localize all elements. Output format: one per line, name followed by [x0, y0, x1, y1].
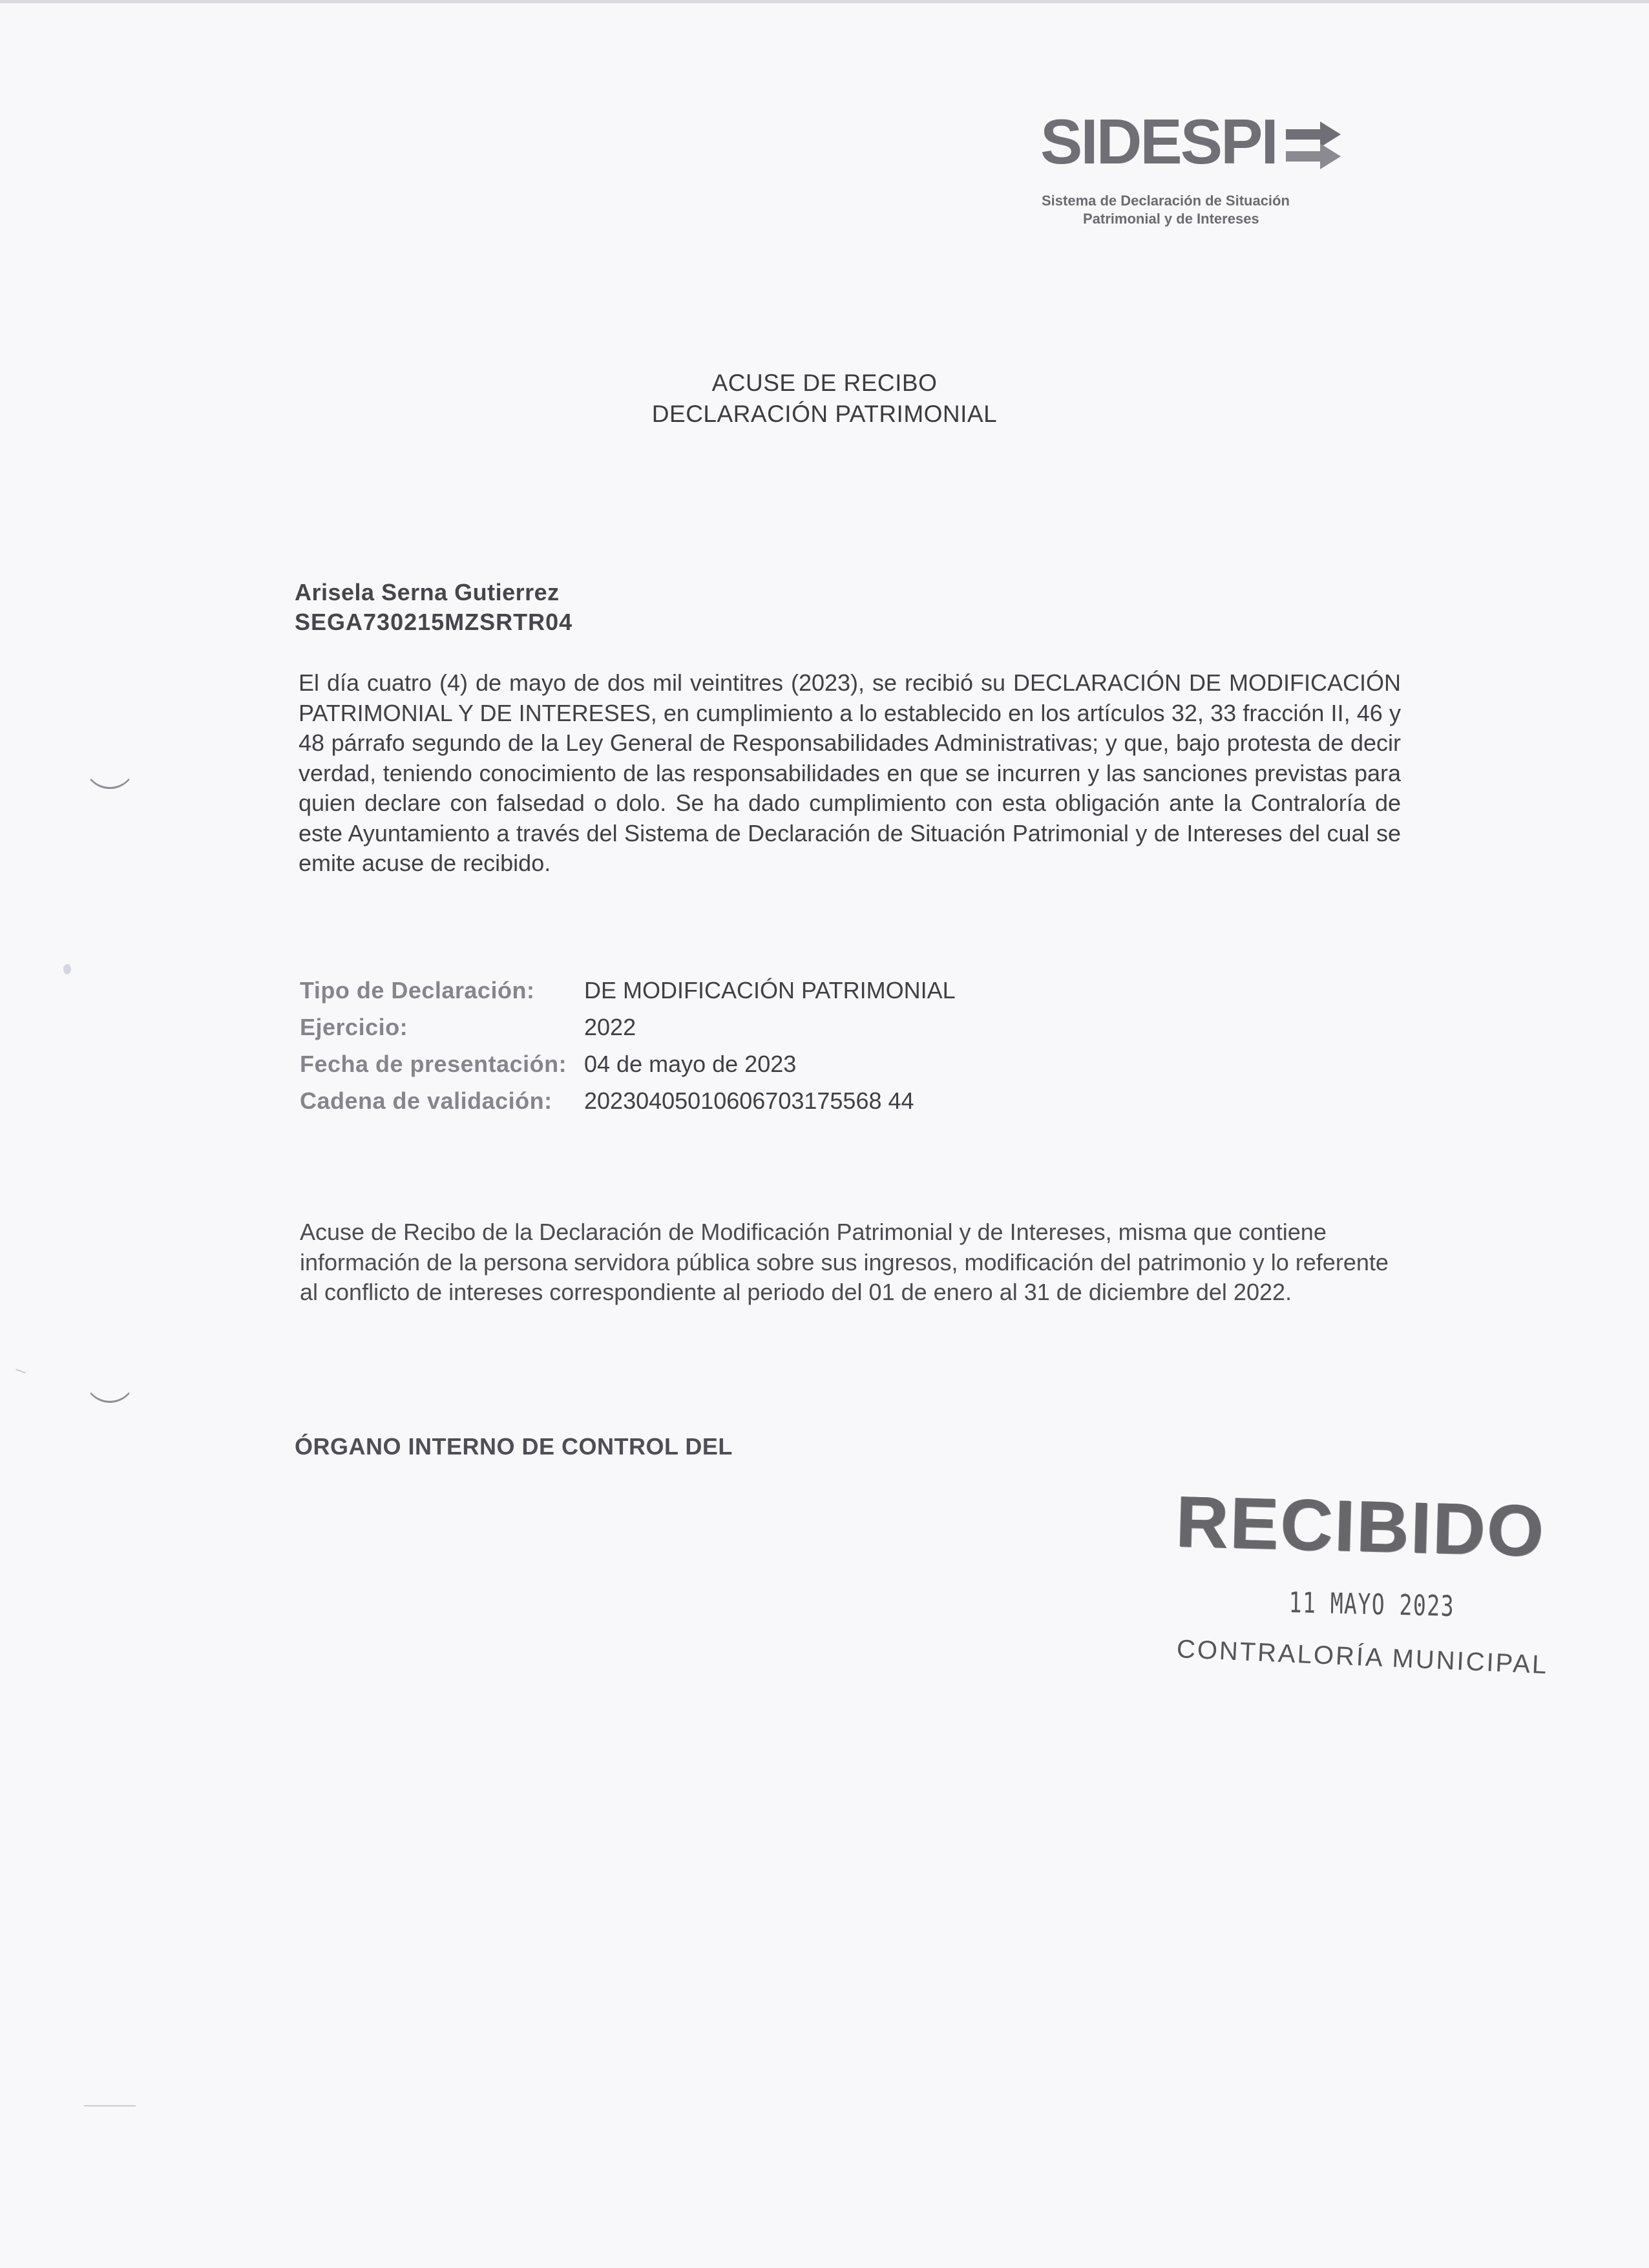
info-label: Tipo de Declaración:: [300, 977, 535, 1003]
info-value: 20230405010606703175568 44: [584, 1087, 914, 1114]
info-label: Fecha de presentación:: [300, 1051, 567, 1077]
declarant-name: Arisela Serna Gutierrez: [295, 579, 560, 605]
document-title-line2: DECLARACIÓN PATRIMONIAL: [651, 401, 998, 427]
logo-wordmark: SIDESPI: [1040, 106, 1277, 177]
logo-subtitle-line1: Sistema de Declaración de Situación: [1042, 193, 1290, 209]
punch-hole-mark: [84, 761, 136, 789]
info-value: DE MODIFICACIÓN PATRIMONIAL: [584, 977, 956, 1003]
margin-mark: [84, 2105, 136, 2106]
closing-paragraph: Acuse de Recibo de la Declaración de Modificación Patrimonial y de Intereses, misma que contiene información de la persona servidora pública sobre sus ingresos, modificación del patrimonio y lo referente al conflicto de intereses correspondiente al periodo del 01 de enero al 31 de diciembre del 2022.: [300, 1219, 1389, 1305]
logo-subtitle-line2: Patrimonial y de Intereses: [1083, 211, 1259, 227]
margin-mark: [16, 1369, 26, 1373]
stamp-organization: CONTRALORÍA MUNICIPAL: [1176, 1635, 1549, 1680]
info-value: 04 de mayo de 2023: [584, 1051, 797, 1077]
scan-top-edge: [0, 0, 1649, 3]
received-stamp: [1163, 1480, 1551, 1699]
info-label: Ejercicio:: [300, 1014, 408, 1040]
sidespi-logo: [1040, 106, 1344, 239]
info-label: Cadena de validación:: [300, 1087, 552, 1114]
document-title-line1: ACUSE DE RECIBO: [711, 370, 938, 396]
stamp-word: RECIBIDO: [1175, 1480, 1547, 1571]
info-value: 2022: [584, 1014, 636, 1040]
punch-hole-mark: [84, 1375, 136, 1403]
body-paragraph: El día cuatro (4) de mayo de dos mil veintitres (2023), se recibió su DECLARACIÓN DE MODIFICACIÓN PATRIMONIAL Y DE INTERESES, en cumplimiento a lo establecido en los artículos 32, 33 fracción II, 46 y 48 párrafo segundo de la Ley General de Responsabilidades Administrativas; y que, bajo protesta de decir verdad, teniendo conocimiento de las responsabilidades en que se incurren y las sanciones previstas para quien declare con falsedad o dolo. Se ha dado cumplimiento con esta obligación ante la Contraloría de este Ayuntamiento a través del Sistema de Declaración de Situación Patrimonial y de Intereses del cual se emite acuse de recibido.: [299, 669, 1401, 876]
stamp-date: 11 MAYO 2023: [1288, 1586, 1455, 1623]
scan-smudge: [63, 964, 71, 974]
double-arrow-icon: [1283, 115, 1344, 180]
declarant-rfc: SEGA730215MZSRTR04: [295, 609, 573, 635]
issuing-organ: ÓRGANO INTERNO DE CONTROL DEL: [295, 1433, 733, 1460]
